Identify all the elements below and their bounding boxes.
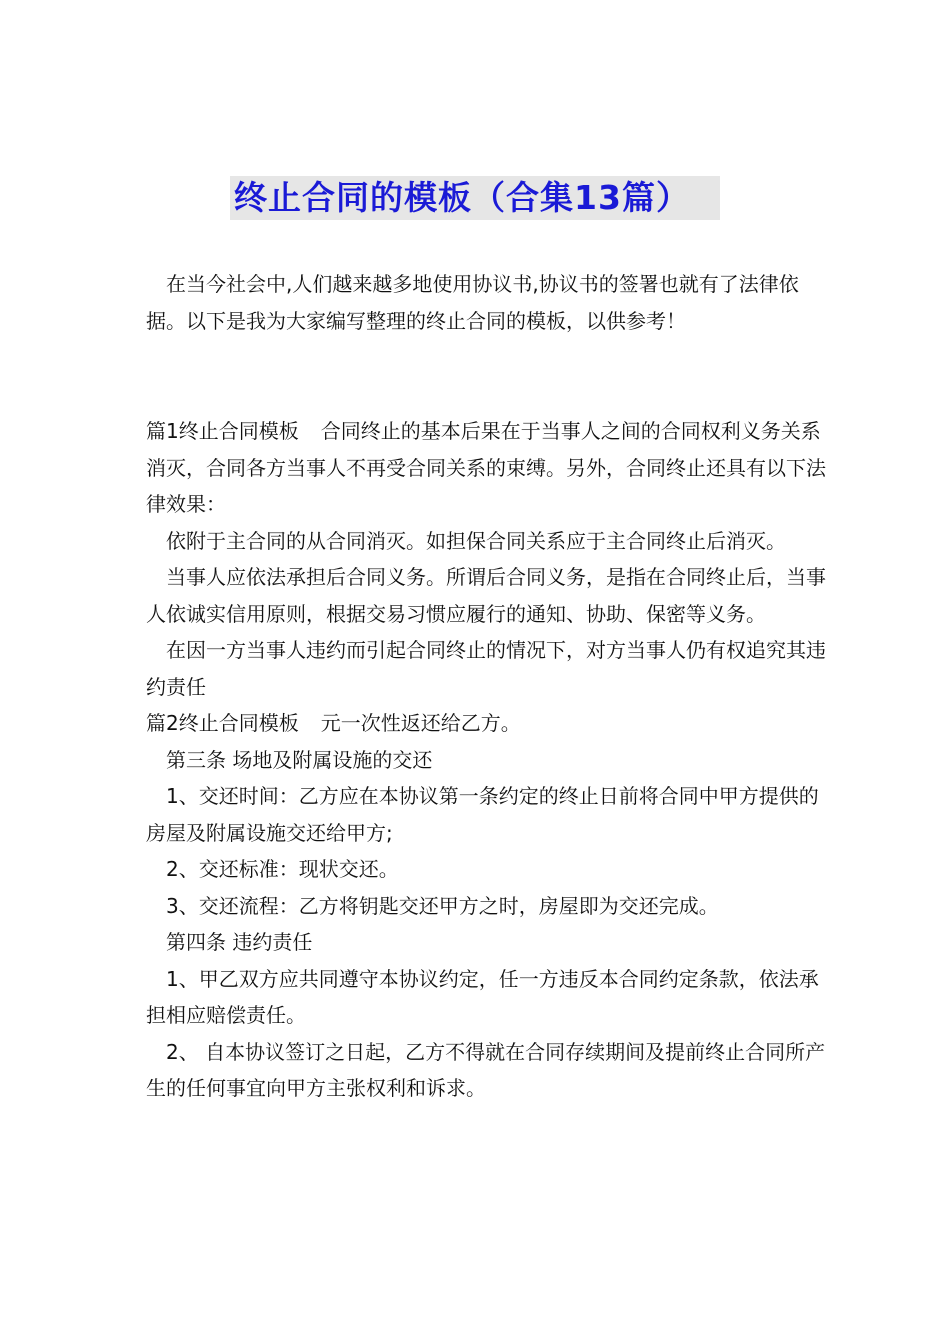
paragraph: 依附于主合同的从合同消灭。如担保合同关系应于主合同终止后消灭。 (166, 528, 786, 553)
section-2-paragraph (146, 705, 826, 742)
section-1-paragraph (146, 413, 826, 523)
clause-paragraph: 2、 自本协议签订之日起，乙方不得就在合同存续期间及提前终止合同所产生的任何事宜向甲方主张权利和诉求。 (146, 1039, 826, 1100)
intro-section (146, 266, 826, 339)
clause-paragraph: 1、交还时间：乙方应在本协议第一条约定的终止日前将合同中甲方提供的房屋及附属设施交还给甲方; (146, 784, 819, 845)
clause-paragraph: 1、甲乙双方应共同遵守本协议约定，任一方违反本合同约定条款，依法承担相应赔偿责任。 (146, 966, 819, 1027)
section-1-heading: 篇1终止合同模板 (146, 419, 299, 443)
clause-paragraph: 3、交还流程：乙方将钥匙交还甲方之时，房屋即为交还完成。 (166, 893, 719, 918)
paragraph: 在因一方当事人违约而引起合同终止的情况下，对方当事人仍有权追究其违约责任 (146, 638, 826, 699)
article-heading: 第四条 违约责任 (166, 930, 313, 954)
document-title: 终止合同的模板（合集13篇） (230, 176, 720, 220)
section-2-heading: 篇2终止合同模板 (146, 711, 299, 735)
main-section (146, 413, 826, 1107)
clause-paragraph: 2、交还标准：现状交还。 (166, 857, 399, 881)
paragraph: 当事人应依法承担后合同义务。所谓后合同义务，是指在合同终止后，当事人依诚实信用原则，根据交易习惯应履行的通知、协助、保密等义务。 (146, 565, 826, 626)
intro-paragraph: 在当今社会中,人们越来越多地使用协议书,协议书的签署也就有了法律依据。以下是我为大家编写整理的终止合同的模板，以供参考！ (146, 272, 799, 333)
article-heading: 第三条 场地及附属设施的交还 (166, 747, 433, 772)
section-2-text: 元一次性返还给乙方。 (320, 711, 521, 735)
title-container (0, 176, 950, 220)
section-1-text: 合同终止的基本后果在于当事人之间的合同权利义务关系消灭，合同各方当事人不再受合同关系的束缚。另外，合同终止还具有以下法律效果： (146, 419, 826, 516)
